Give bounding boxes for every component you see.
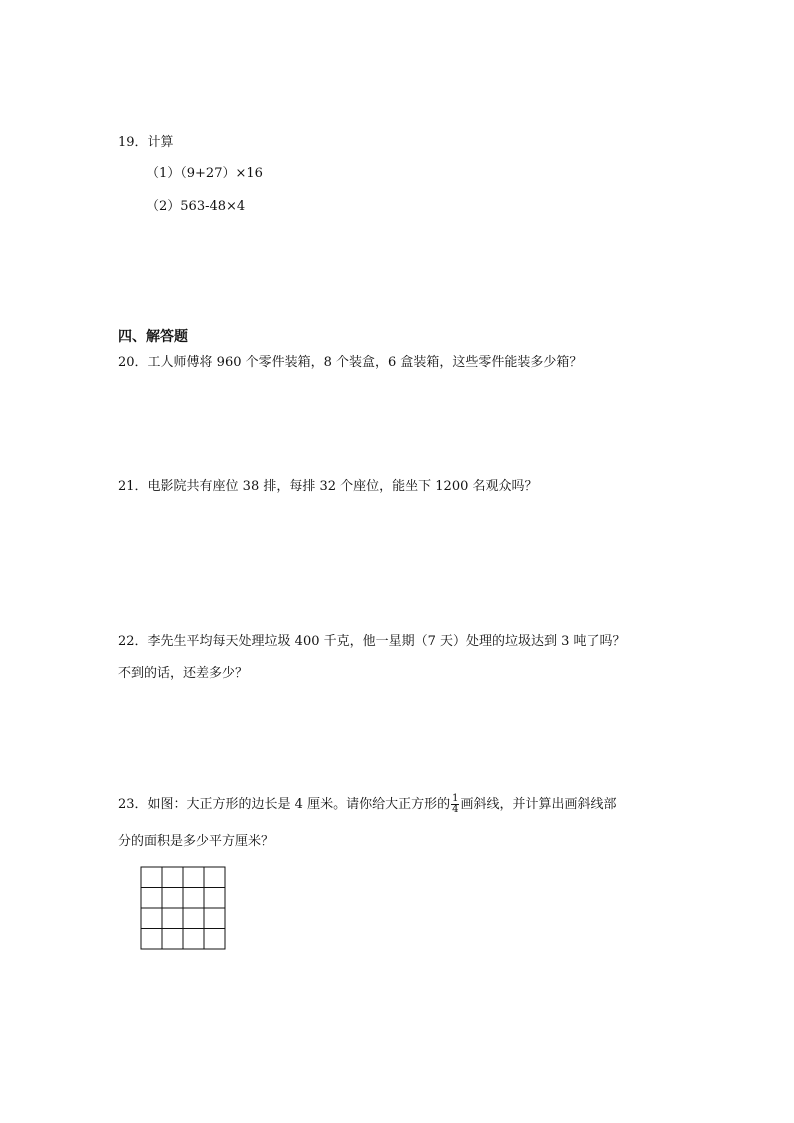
one-quarter-fraction bbox=[451, 794, 459, 815]
question-21: 21．电影院共有座位 38 排，每排 32 个座位，能坐下 1200 名观众吗？ bbox=[118, 479, 538, 494]
question-22-line-1: 22．李先生平均每天处理垃圾 400 千克，他一星期（7 天）处理的垃圾达到 3 吨了吗？ bbox=[118, 634, 626, 649]
question-19-number: 19． bbox=[118, 135, 148, 150]
question-19-title bbox=[118, 133, 174, 153]
grid-cell bbox=[141, 867, 162, 888]
grid-cell bbox=[183, 929, 204, 950]
square-grid-figure bbox=[140, 866, 226, 950]
section-heading: 四、解答题 bbox=[118, 329, 188, 345]
grid-cell bbox=[204, 888, 225, 909]
question-19-item-1: （1）（9+27）×16 bbox=[146, 166, 263, 181]
grid-cell bbox=[204, 929, 225, 950]
question-23-line-1 bbox=[118, 794, 616, 815]
question-19-label: 计算 bbox=[147, 135, 174, 150]
grid-cell bbox=[204, 867, 225, 888]
fraction-numerator: 1 bbox=[452, 793, 459, 804]
grid-cell bbox=[162, 888, 183, 909]
grid-cell bbox=[141, 908, 162, 929]
grid-cell bbox=[162, 867, 183, 888]
question-23-text-end: 画斜线，并计算出画斜线部 bbox=[460, 797, 617, 812]
question-22-line-2: 不到的话，还差多少？ bbox=[118, 666, 249, 681]
grid-cell bbox=[162, 908, 183, 929]
fraction-denominator: 4 bbox=[452, 804, 459, 815]
question-19-item-2: （2）563-48×4 bbox=[146, 199, 246, 214]
grid-cell bbox=[141, 888, 162, 909]
question-20: 20．工人师傅将 960 个零件装箱，8 个装盒，6 盒装箱，这些零件能装多少箱？ bbox=[118, 355, 583, 370]
question-23-text-start: 23．如图：大正方形的边长是 4 厘米。请你给大正方形的 bbox=[118, 797, 451, 812]
grid-cell bbox=[183, 908, 204, 929]
grid-cell bbox=[162, 929, 183, 950]
grid-cell bbox=[183, 888, 204, 909]
question-23-line-2: 分的面积是多少平方厘米？ bbox=[118, 834, 275, 849]
grid-cell bbox=[141, 929, 162, 950]
grid-cell bbox=[183, 867, 204, 888]
grid-cell bbox=[204, 908, 225, 929]
